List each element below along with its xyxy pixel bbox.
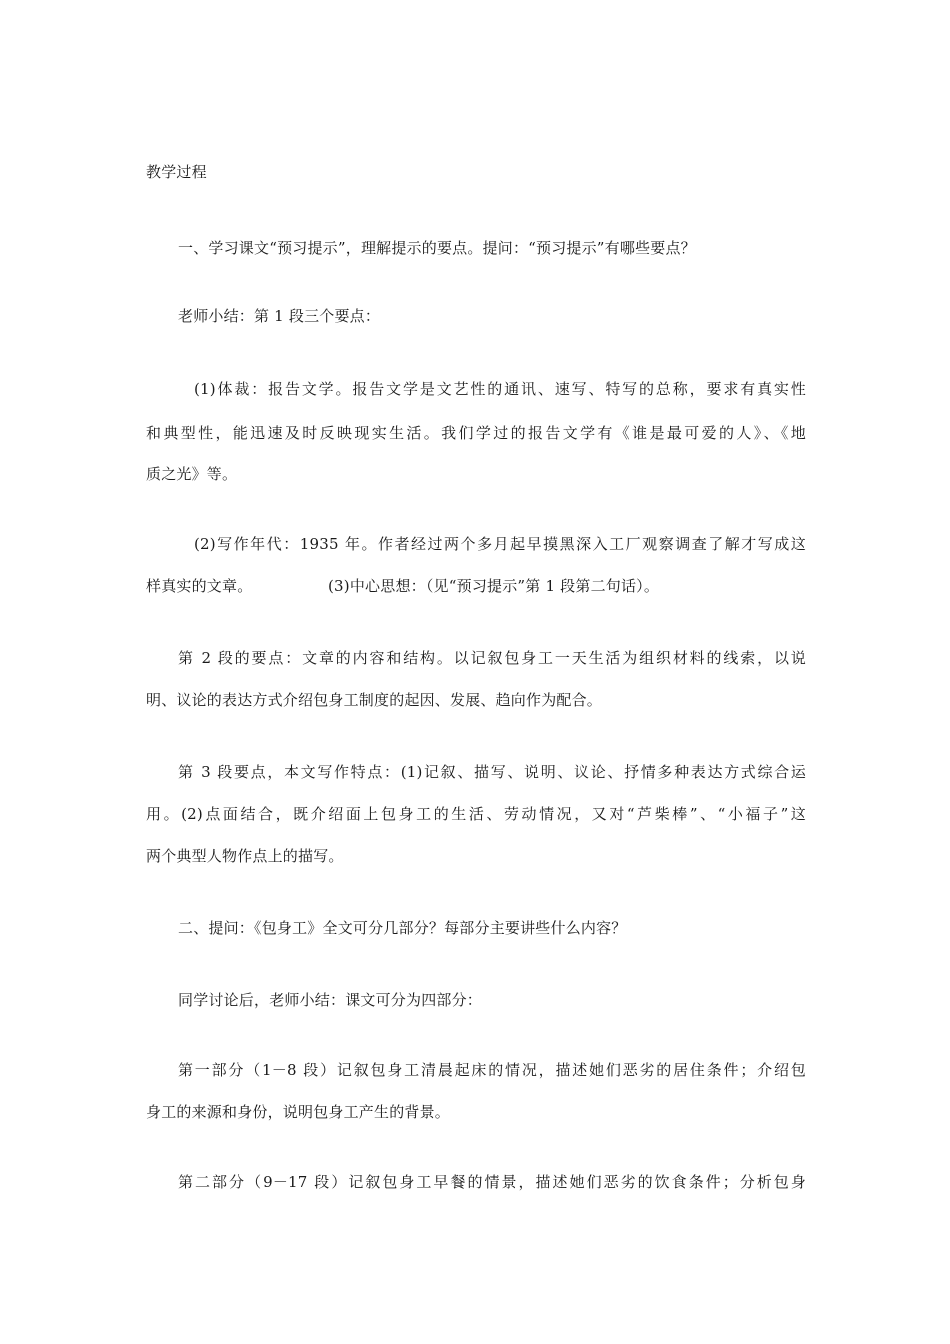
paragraph-genre-line-2: 和典型性，能迅速及时反映现实生活。我们学过的报告文学有《谁是最可爱的人》、《地 bbox=[146, 424, 806, 442]
paragraph-central-idea: (3)中心思想：（见“预习提示”第 1 段第二句话）。 bbox=[328, 577, 660, 595]
paragraph-question-1: 一、学习课文“预习提示”，理解提示的要点。提问：“预习提示”有哪些要点？ bbox=[178, 239, 696, 257]
paragraph-part1-line-1: 第一部分（1－8 段）记叙包身工清晨起床的情况，描述她们恶劣的居住条件；介绍包 bbox=[178, 1061, 806, 1079]
paragraph-part1-line-2: 身工的来源和身份，说明包身工产生的背景。 bbox=[146, 1103, 451, 1121]
paragraph-date-line-2: 样真实的文章。 bbox=[146, 577, 253, 595]
paragraph-date-line-1: (2)写作年代：1935 年。作者经过两个多月起早摸黑深入工厂观察调查了解才写成这 bbox=[194, 535, 806, 553]
paragraph-genre-line-1: (1)体裁：报告文学。报告文学是文艺性的通讯、速写、特写的总称，要求有真实性 bbox=[194, 380, 806, 398]
paragraph-part2-line-1: 第二部分（9－17 段）记叙包身工早餐的情景，描述她们恶劣的饮食条件；分析包身 bbox=[178, 1173, 806, 1191]
paragraph-section3-line-3: 两个典型人物作点上的描写。 bbox=[146, 847, 344, 865]
paragraph-discussion-summary: 同学讨论后，老师小结：课文可分为四部分： bbox=[178, 991, 483, 1009]
paragraph-genre-line-3: 质之光》等。 bbox=[146, 465, 238, 483]
paragraph-section2-line-2: 明、议论的表达方式介绍包身工制度的起因、发展、趋向作为配合。 bbox=[146, 691, 603, 709]
section-heading: 教学过程 bbox=[146, 163, 207, 181]
paragraph-section3-line-1: 第 3 段要点，本文写作特点：(1)记叙、描写、说明、议论、抒情多种表达方式综合运 bbox=[178, 763, 806, 781]
paragraph-section2-line-1: 第 2 段的要点：文章的内容和结构。以记叙包身工一天生活为组织材料的线索，以说 bbox=[178, 649, 806, 667]
paragraph-question-2: 二、提问：《包身工》全文可分几部分？每部分主要讲些什么内容？ bbox=[178, 919, 627, 937]
paragraph-section3-line-2: 用。(2)点面结合，既介绍面上包身工的生活、劳动情况，又对“芦柴棒”、“小福子”这 bbox=[146, 805, 806, 823]
paragraph-summary-intro: 老师小结：第 1 段三个要点： bbox=[178, 307, 381, 325]
